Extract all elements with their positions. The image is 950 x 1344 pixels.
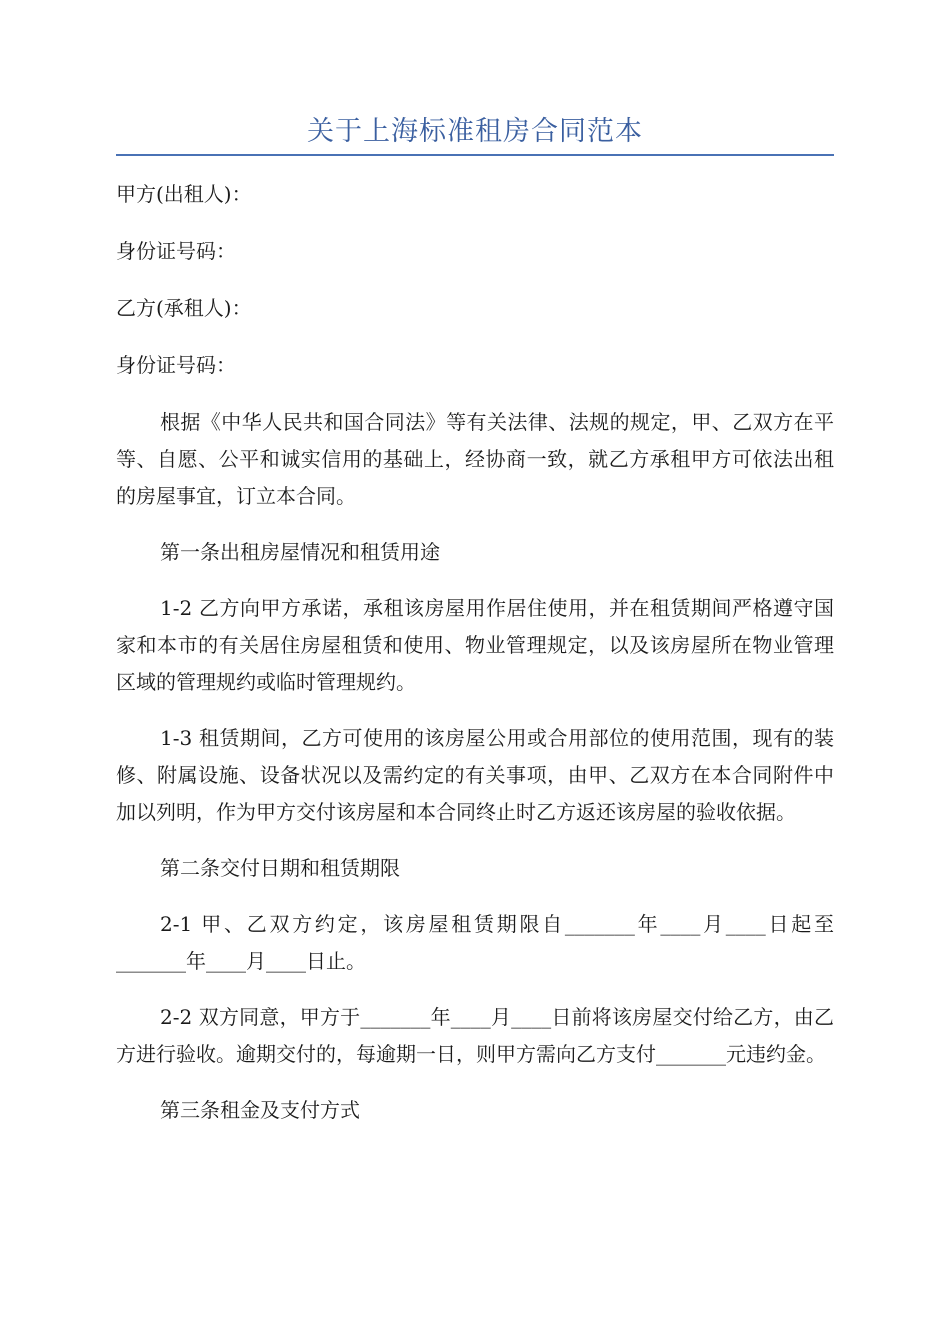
section-heading-2: 第二条交付日期和租赁期限 (160, 856, 400, 880)
document-title: 关于上海标准租房合同范本 (307, 116, 643, 147)
clause-2-2: 2-2 双方同意，甲方于_______年____月____日前将该房屋交付给乙方，由乙方进行验收。逾期交付的，每逾期一日，则甲方需向乙方支付_______元违约金。 (116, 1005, 834, 1066)
clause-1-3: 1-3 租赁期间，乙方可使用的该房屋公用或合用部位的使用范围，现有的装修、附属设施、设备状况以及需约定的有关事项，由甲、乙双方在本合同附件中加以列明，作为甲方交付该房屋和本合同终止时乙方返还该房屋的验收依据。 (116, 726, 834, 824)
section-heading-1: 第一条出租房屋情况和租赁用途 (160, 540, 440, 564)
preamble-paragraph: 根据《中华人民共和国合同法》等有关法律、法规的规定，甲、乙双方在平等、自愿、公平和诚实信用的基础上，经协商一致，就乙方承租甲方可依法出租的房屋事宜，订立本合同。 (116, 410, 834, 508)
party-a-field: 甲方(出租人)： (116, 182, 252, 206)
clause-1-2: 1-2 乙方向甲方承诺，承租该房屋用作居住使用，并在租赁期间严格遵守国家和本市的有关居住房屋租赁和使用、物业管理规定，以及该房屋所在物业管理区域的管理规约或临时管理规约。 (116, 596, 834, 694)
section-heading-3: 第三条租金及支付方式 (160, 1098, 360, 1122)
party-a-id-field: 身份证号码： (116, 239, 236, 263)
party-b-id-field: 身份证号码： (116, 353, 236, 377)
title-underline (116, 154, 834, 156)
clause-2-1: 2-1 甲、乙双方约定，该房屋租赁期限自_______年____月____日起至_______年____月____日止。 (116, 912, 834, 973)
document-body (116, 176, 834, 1148)
party-b-field: 乙方(承租人)： (116, 296, 252, 320)
